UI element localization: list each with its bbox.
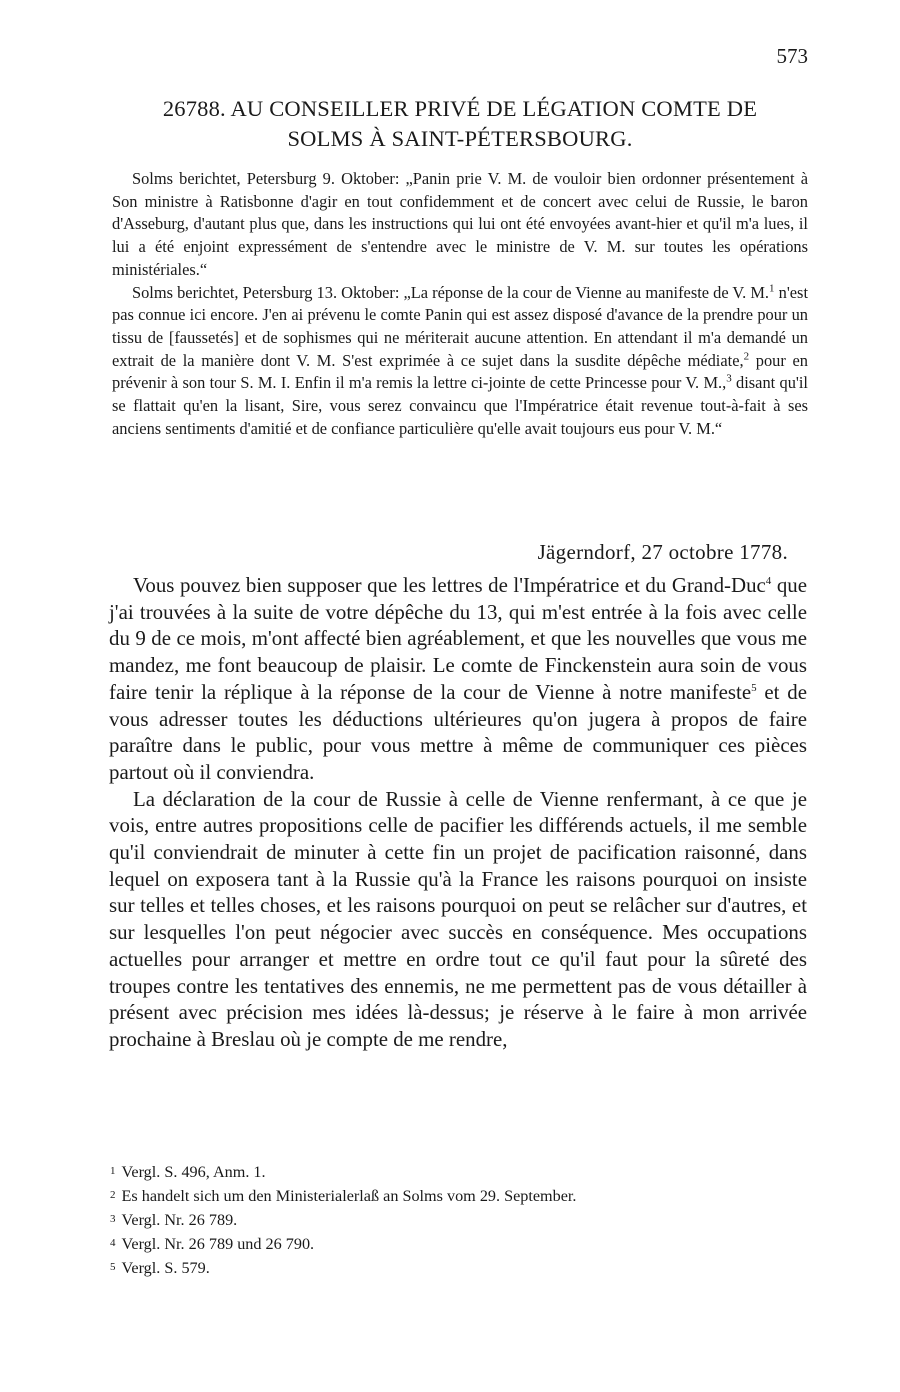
footnote-mark: 5 [110,1261,116,1273]
footnote-ref-1: 1 [769,282,775,295]
summary-text-c: pour en prévenir à son tour S. M. I. Enfin il m'a remis la lettre ci-jointe de cette Princesse pour V. M., [112,350,808,393]
title-line-2: SOLMS À SAINT-PÉTERSBOURG. [287,126,633,151]
body-text-b: que j'ai trouvées à la suite de votre dépêche du 13, qui m'est entrée à la fois avec celle du 9 de ce mois, m'ont affecté bien agréablement, et que les nouvelles que vous me mandez, me font beaucoup de plaisir. Le comte de Finckenstein aura soin de vous faire tenir la réplique à la réponse de la cour de Vienne à notre manifeste [109,573,807,704]
footnote-mark: 3 [110,1213,116,1225]
footnote [110,1208,800,1232]
footnote-ref-4: 4 [765,575,772,588]
document-title [100,94,820,154]
summary-text-b: n'est pas connue ici encore. J'en ai prévenu le comte Panin qui est assez disposé d'avance de la prendre pour un tissu de [faussetés] et de sophismes qui ne mériterait aucune attention. En attendant il m'a demandé un extrait de la manière dont V. M. S'est exprimée à ce sujet dans la susdite dépêche médiate, [112,282,808,370]
body-paragraph-1 [109,572,807,786]
summary-paragraph-2 [112,282,808,441]
summary-text-d: disant qu'il se flattait qu'en la lisant, Sire, vous serez convaincu que l'Impératrice était revenue tout-à-fait à ses anciens sentiments d'amitié et de confiance particulière qu'elle avait toujours eus pour V. M.“ [112,373,808,438]
report-summary [112,168,808,440]
summary-text-a: Solms berichtet, Petersburg 13. Oktober: „La réponse de la cour de Vienne au manifeste de V. M. [132,282,770,302]
footnotes [110,1160,800,1280]
footnote-text: Vergl. S. 496, Anm. 1. [121,1163,266,1181]
footnote [110,1232,800,1256]
footnote [110,1256,800,1280]
footnote-mark: 2 [110,1189,116,1201]
footnote-ref-3: 3 [726,372,732,385]
footnote-ref-2: 2 [743,350,750,363]
date-line: Jägerndorf, 27 octobre 1778. [537,540,788,564]
footnote-text: Vergl. Nr. 26 789. [121,1211,238,1229]
summary-paragraph-1: Solms berichtet, Petersburg 9. Oktober: „Panin prie V. M. de vouloir bien ordonner présentement à Son ministre à Ratisbonne d'agir en tout confidemment et de concert avec celui de Russie, le baron d'Asseburg, d'autant plus que, dans les instructions qui lui ont été envoyées avant-hier et qu'il m'a lues, il lui a été enjoint expressément de s'entendre avec le ministre de V. M. sur toutes les opérations ministériales.“ [112,169,808,279]
footnote-text: Vergl. S. 579. [121,1259,210,1277]
footnote-text: Es handelt sich um den Ministerialerlaß an Solms vom 29. September. [121,1187,577,1205]
footnote-mark: 4 [110,1237,116,1249]
body-text-c: et de vous adresser toutes les déductions ultérieures qu'on jugera à propos de faire paraître dans le public, pour vous mettre à même de communiquer ces pièces partout où il conviendra. [109,679,807,784]
body-text-a: Vous pouvez bien supposer que les lettres de l'Impératrice et du Grand-Duc [133,573,766,597]
body-paragraph-2: La déclaration de la cour de Russie à celle de Vienne renfermant, à ce que je vois, entre autres propositions celle de pacifier les différends actuels, il me semble qu'il conviendrait de minuter à cette fin un projet de pacification raisonné, dans lequel on exposera tant à la Russie qu'à la France les raisons pourquoi on insiste sur telles et telles choses, et les raisons pourquoi on peut se relâcher sur d'autres, et sur lesquelles l'on peut négocier avec succès en conséquence. Mes occupations actuelles pour arranger et mettre en ordre tout ce qu'il faut pour la sûreté des troupes contre les tentatives des ennemis, ne me permettent pas de vous détailler à présent avec précision mes idées là-dessus; je réserve à le faire à mon arrivée prochaine à Breslau où je compte de me rendre, [109,786,807,1051]
footnote-text: Vergl. Nr. 26 789 und 26 790. [121,1235,315,1253]
footnote-mark: 1 [110,1165,116,1177]
footnote [110,1160,800,1184]
footnote-ref-5: 5 [751,681,757,694]
footnote [110,1184,800,1208]
page-number: 573 [776,44,808,68]
title-line-1: 26788. AU CONSEILLER PRIVÉ DE LÉGATION COMTE DE [162,96,758,121]
letter-body [109,572,807,1053]
